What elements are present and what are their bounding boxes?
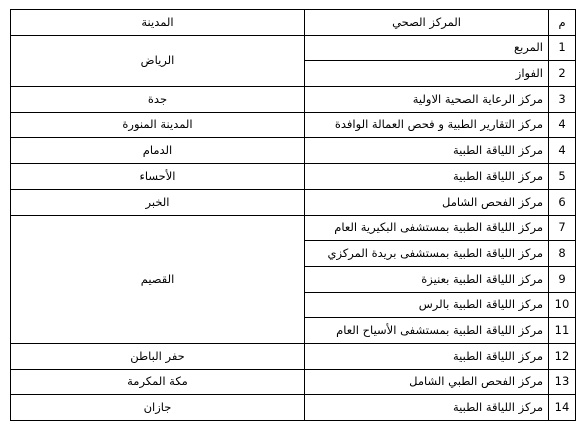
row-number: 10 [549,292,576,318]
center-name: مركز اللياقة الطبية [305,138,549,164]
table-row [11,189,576,215]
center-name: مركز اللياقة الطبية [305,164,549,190]
table-row [11,343,576,369]
center-name: مركز الرعاية الصحية الاولية [305,87,549,113]
row-number: 12 [549,343,576,369]
center-name: مركز الفحص الشامل [305,189,549,215]
center-name: مركز اللياقة الطبية بمستشفى بريدة المركزي [305,241,549,267]
center-name: مركز اللياقة الطبية بعنيزة [305,266,549,292]
header-center: المركز الصحي [305,10,549,36]
center-name: مركز اللياقة الطبية [305,395,549,421]
row-number: 14 [549,395,576,421]
city-name: الدمام [11,138,305,164]
center-name: المربع [305,35,549,61]
center-name: مركز التقارير الطبية و فحص العمالة الوافدة [305,112,549,138]
table-row [11,35,576,61]
table-row [11,215,576,241]
city-name: جازان [11,395,305,421]
center-name: مركز اللياقة الطبية بمستشفى الأسياح العام [305,318,549,344]
center-name: مركز اللياقة الطبية بمستشفى البكيرية العام [305,215,549,241]
row-number: 6 [549,189,576,215]
row-number: 9 [549,266,576,292]
row-number: 8 [549,241,576,267]
table-row [11,138,576,164]
header-row [11,10,576,36]
city-name: حفر الباطن [11,343,305,369]
center-name: مركز اللياقة الطبية [305,343,549,369]
city-name: الرياض [11,35,305,86]
city-name: جدة [11,87,305,113]
city-name: مكة المكرمة [11,369,305,395]
city-name: المدينة المنورة [11,112,305,138]
center-name: مركز الفحص الطبي الشامل [305,369,549,395]
row-number: 11 [549,318,576,344]
row-number: 4 [549,112,576,138]
table-row [11,112,576,138]
header-number: م [549,10,576,36]
city-name: القصيم [11,215,305,343]
table-row [11,395,576,421]
row-number: 4 [549,138,576,164]
row-number: 1 [549,35,576,61]
city-name: الخبر [11,189,305,215]
city-name: الأحساء [11,164,305,190]
header-city: المدينة [11,10,305,36]
center-name: الفواز [305,61,549,87]
row-number: 7 [549,215,576,241]
center-name: مركز اللياقة الطبية بالرس [305,292,549,318]
table-row [11,87,576,113]
row-number: 3 [549,87,576,113]
row-number: 5 [549,164,576,190]
table-row [11,164,576,190]
row-number: 13 [549,369,576,395]
health-centers-table [10,9,576,421]
row-number: 2 [549,61,576,87]
table-row [11,369,576,395]
